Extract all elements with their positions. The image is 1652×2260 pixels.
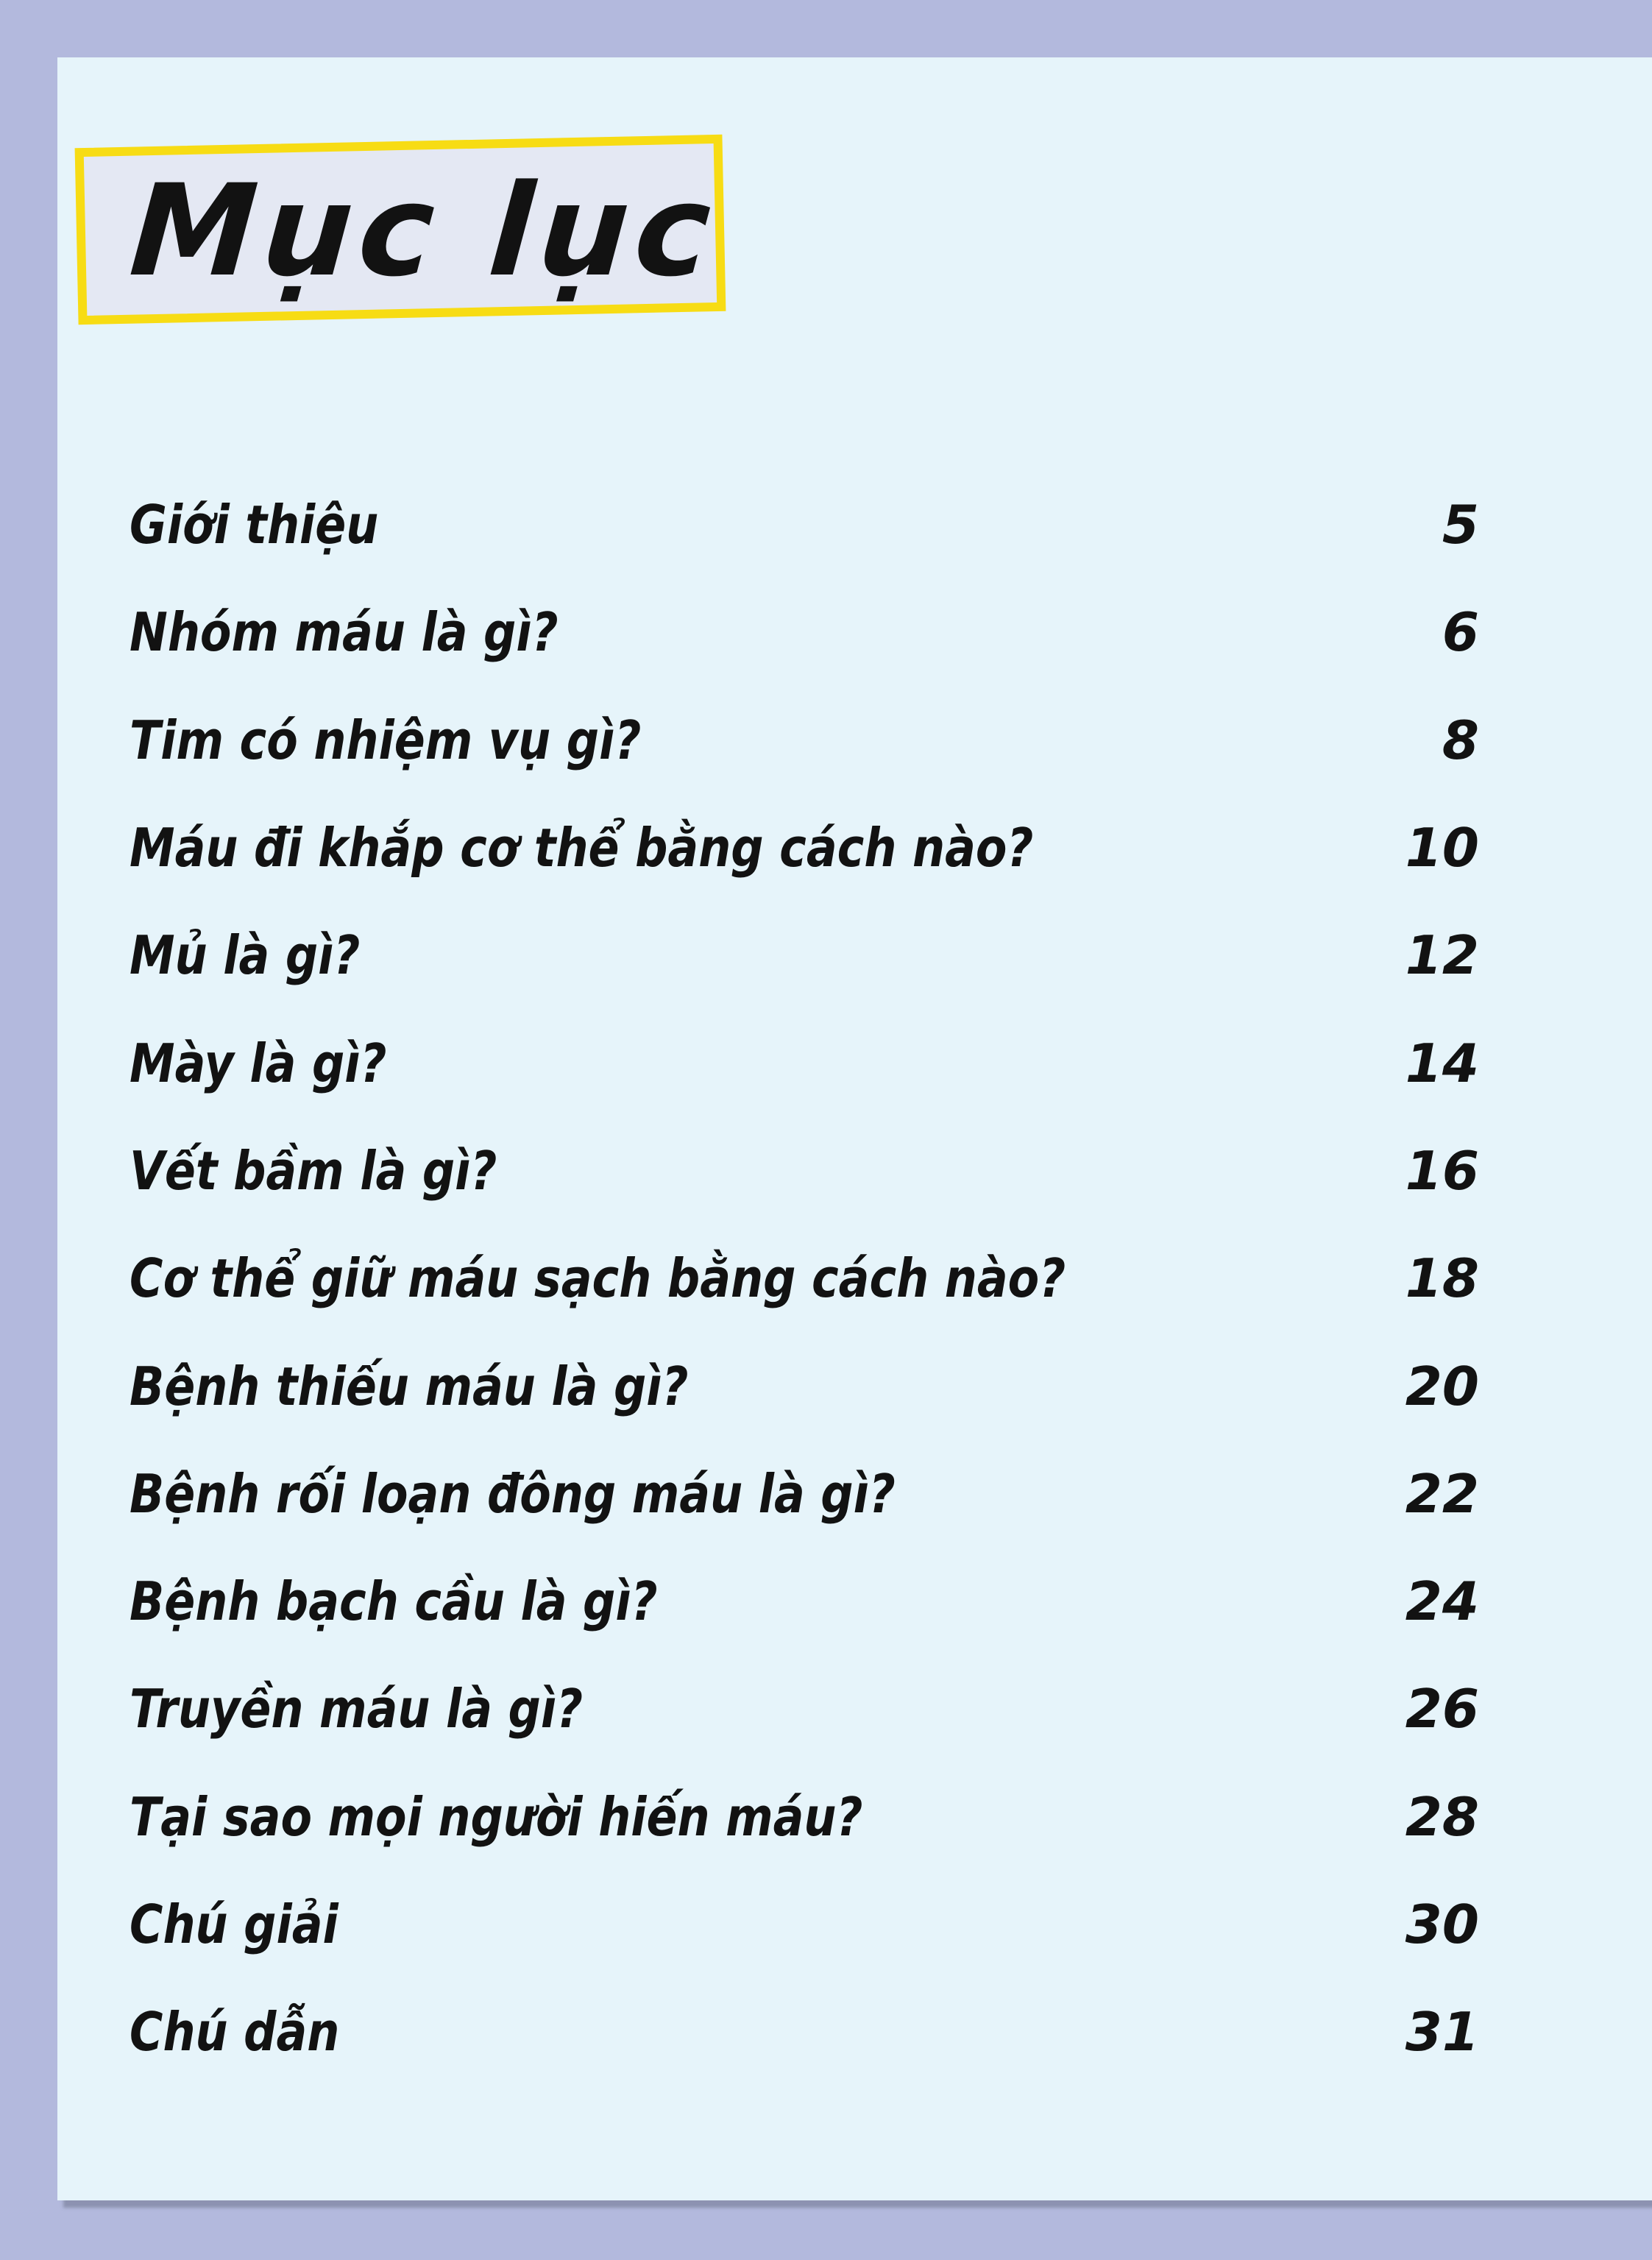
toc-entry-title: Bệnh bạch cầu là gì? <box>130 1570 658 1633</box>
toc-entry-title: Mày là gì? <box>130 1032 387 1094</box>
toc-entry-page-number: 22 <box>1405 1462 1479 1525</box>
toc-entry-page-number: 10 <box>1405 817 1479 879</box>
toc-entry-page-number: 24 <box>1405 1570 1479 1633</box>
toc-entry-page-number: 8 <box>1442 709 1479 771</box>
toc-entry-page-number: 6 <box>1442 601 1479 664</box>
toc-entry[interactable] <box>130 1548 1479 1655</box>
toc-entry[interactable] <box>130 1763 1479 1871</box>
toc-entry-title: Mủ là gì? <box>130 924 361 987</box>
toc-entry-title: Nhóm máu là gì? <box>130 601 559 664</box>
toc-entry[interactable] <box>130 1871 1479 1978</box>
toc-entry-title: Giới thiệu <box>130 494 379 556</box>
toc-entry-title: Tim có nhiệm vụ gì? <box>130 709 642 771</box>
toc-entry-title: Vết bầm là gì? <box>130 1139 497 1202</box>
page-title: Mục lục <box>126 157 721 305</box>
toc-entry-page-number: 18 <box>1405 1247 1479 1310</box>
toc-entry[interactable] <box>130 687 1479 794</box>
toc-entry[interactable] <box>130 901 1479 1009</box>
toc-entry-title: Chú dẫn <box>130 2001 340 2064</box>
toc-entry-page-number: 16 <box>1405 1139 1479 1202</box>
toc-entry-title: Chú giải <box>130 1894 338 1955</box>
toc-entry-title: Bệnh thiếu máu là gì? <box>130 1355 689 1417</box>
toc-entry-page-number: 30 <box>1405 1894 1479 1955</box>
toc-entry[interactable] <box>130 1009 1479 1116</box>
toc-entry-page-number: 5 <box>1442 494 1479 556</box>
table-of-contents <box>130 471 1479 2086</box>
toc-entry-page-number: 20 <box>1405 1355 1479 1417</box>
toc-entry-page-number: 28 <box>1405 1785 1479 1848</box>
toc-entry-title: Máu đi khắp cơ thể bằng cách nào? <box>130 817 1034 879</box>
toc-entry[interactable] <box>130 1978 1479 2086</box>
toc-entry[interactable] <box>130 471 1479 578</box>
toc-entry-title: Tại sao mọi người hiến máu? <box>130 1785 863 1848</box>
toc-entry-title: Truyền máu là gì? <box>130 1678 584 1740</box>
toc-entry[interactable] <box>130 1117 1479 1225</box>
toc-entry-page-number: 31 <box>1405 2001 1479 2064</box>
toc-entry-page-number: 14 <box>1405 1032 1479 1094</box>
toc-entry[interactable] <box>130 1225 1479 1332</box>
toc-entry[interactable] <box>130 1332 1479 1439</box>
toc-entry[interactable] <box>130 1655 1479 1763</box>
toc-entry[interactable] <box>130 1440 1479 1548</box>
toc-entry-page-number: 12 <box>1405 924 1479 987</box>
toc-entry-title: Cơ thể giữ máu sạch bằng cách nào? <box>130 1247 1066 1310</box>
toc-entry-page-number: 26 <box>1405 1678 1479 1740</box>
toc-entry-title: Bệnh rối loạn đông máu là gì? <box>130 1462 896 1525</box>
toc-entry[interactable] <box>130 578 1479 686</box>
toc-entry[interactable] <box>130 794 1479 901</box>
